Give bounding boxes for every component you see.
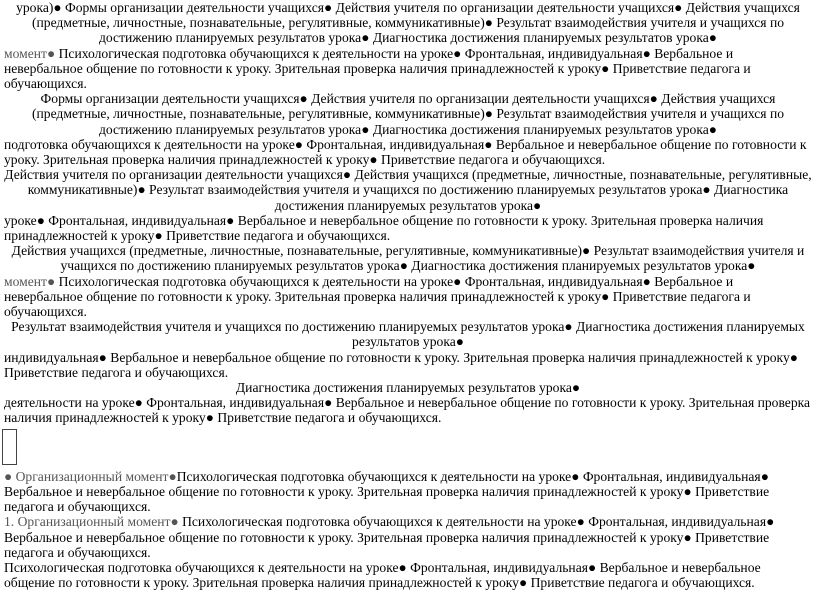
paragraph-text: Психологическая подготовка обучающихся к деятельности на уроке● Фронтальная, индивидуальная● Вербальное и невербальное общение по готовности к уроку. Зрительная проверка наличия принадлежностей к уроку● Приветствие педагога и обучающихся.: [4, 559, 761, 590]
text-paragraph: [0, 350, 816, 380]
paragraph-text: подготовка обучающихся к деятельности на уроке● Фронтальная, индивидуальная● Вербальное и невербальное общение по готовности к уроку. Зрительная проверка наличия принадлежностей к уроку● Приветствие педагога и обучающихся.: [4, 136, 807, 168]
paragraph-text: Действия учащихся (предметные, личностные, познавательные, регулятивные, коммуникативные)● Результат взаимодействия учителя и учащихся по достижению планируемых результатов урока● Диагностика достижения планируемых результатов урока●: [11, 243, 805, 274]
text-paragraph: [0, 514, 816, 560]
paragraph-lead: момент●: [4, 273, 56, 289]
text-paragraph: [0, 274, 816, 320]
text-paragraph: [0, 213, 816, 243]
paragraph-text: индивидуальная● Вербальное и невербальное общение по готовности к уроку. Зрительная проверка наличия принадлежностей к уроку● Приветствие педагога и обучающихся.: [4, 349, 798, 380]
paragraph-lead: момент●: [4, 45, 56, 61]
paragraph-text: Психологическая подготовка обучающихся к деятельности на уроке● Фронтальная, индивидуальная● Вербальное и невербальное общение по готовности к уроку. Зрительная проверка наличия принадлежностей к уроку● Приветствие педагога и обучающихся.: [4, 45, 751, 92]
paragraph-text: Диагностика достижения планируемых результатов урока●: [235, 380, 581, 396]
text-paragraph: [0, 560, 816, 590]
empty-table-cell: [2, 429, 17, 465]
text-paragraph: [0, 380, 816, 395]
tail-blocks: [0, 469, 816, 590]
paragraph-text: Психологическая подготовка обучающихся к деятельности на уроке● Фронтальная, индивидуальная● Вербальное и невербальное общение по готовности к уроку. Зрительная проверка наличия принадлежностей к уроку● Приветствие педагога и обучающихся.: [4, 514, 775, 560]
paragraph-text: деятельности на уроке● Фронтальная, индивидуальная● Вербальное и невербальное общение по готовности к уроку. Зрительная проверка наличия принадлежностей к уроку● Приветствие педагога и обучающихся.: [4, 395, 811, 426]
paragraph-text: Психологическая подготовка обучающихся к деятельности на уроке● Фронтальная, индивидуальная● Вербальное и невербальное общение по готовности к уроку. Зрительная проверка наличия принадлежностей к уроку● Приветствие педагога и обучающихся.: [4, 468, 770, 515]
text-paragraph: [0, 0, 816, 46]
paragraph-text: Действия учителя по организации деятельности учащихся● Действия учащихся (предметные, личностные, познавательные, регулятивные, коммуникативные)● Результат взаимодействия учителя и учащихся по достижению планируемых результатов урока● Диагностика достижения планируемых результатов урока●: [4, 167, 812, 213]
paragraph-lead: 1. Организационный момент●: [4, 514, 179, 530]
text-paragraph: [0, 469, 816, 515]
paragraph-text: урока)● Формы организации деятельности учащихся● Действия учителя по организации деятельности учащихся● Действия учащихся (предметные, личностные, познавательные, регулятивные, коммуникативные)● Результат взаимодействия учителя и учащихся по достижению планируемых результатов урока● Диагностика достижения планируемых результатов урока●: [16, 0, 800, 46]
paragraph-text: Психологическая подготовка обучающихся к деятельности на уроке● Фронтальная, индивидуальная● Вербальное и невербальное общение по готовности к уроку. Зрительная проверка наличия принадлежностей к уроку● Приветствие педагога и обучающихся.: [4, 273, 751, 320]
paragraph-text: Формы организации деятельности учащихся● Действия учителя по организации деятельности учащихся● Действия учащихся (предметные, личностные, познавательные, регулятивные, коммуникативные)● Результат взаимодействия учителя и учащихся по достижению планируемых результатов урока● Диагностика достижения планируемых результатов урока●: [31, 91, 785, 137]
text-paragraph: [0, 46, 816, 92]
text-paragraph: [0, 319, 816, 349]
paragraph-text: уроке● Фронтальная, индивидуальная● Вербальное и невербальное общение по готовности к уроку. Зрительная проверка наличия принадлежностей к уроку● Приветствие педагога и обучающихся.: [4, 212, 764, 244]
paragraph-text: Результат взаимодействия учителя и учащихся по достижению планируемых результатов урока● Диагностика достижения планируемых результатов урока●: [11, 319, 805, 350]
text-paragraph: [0, 91, 816, 137]
paragraph-lead: ● Организационный момент●: [4, 468, 177, 484]
text-paragraph: [0, 395, 816, 425]
text-paragraph: [0, 137, 816, 167]
text-paragraph: [0, 243, 816, 273]
text-paragraph: [0, 167, 816, 213]
